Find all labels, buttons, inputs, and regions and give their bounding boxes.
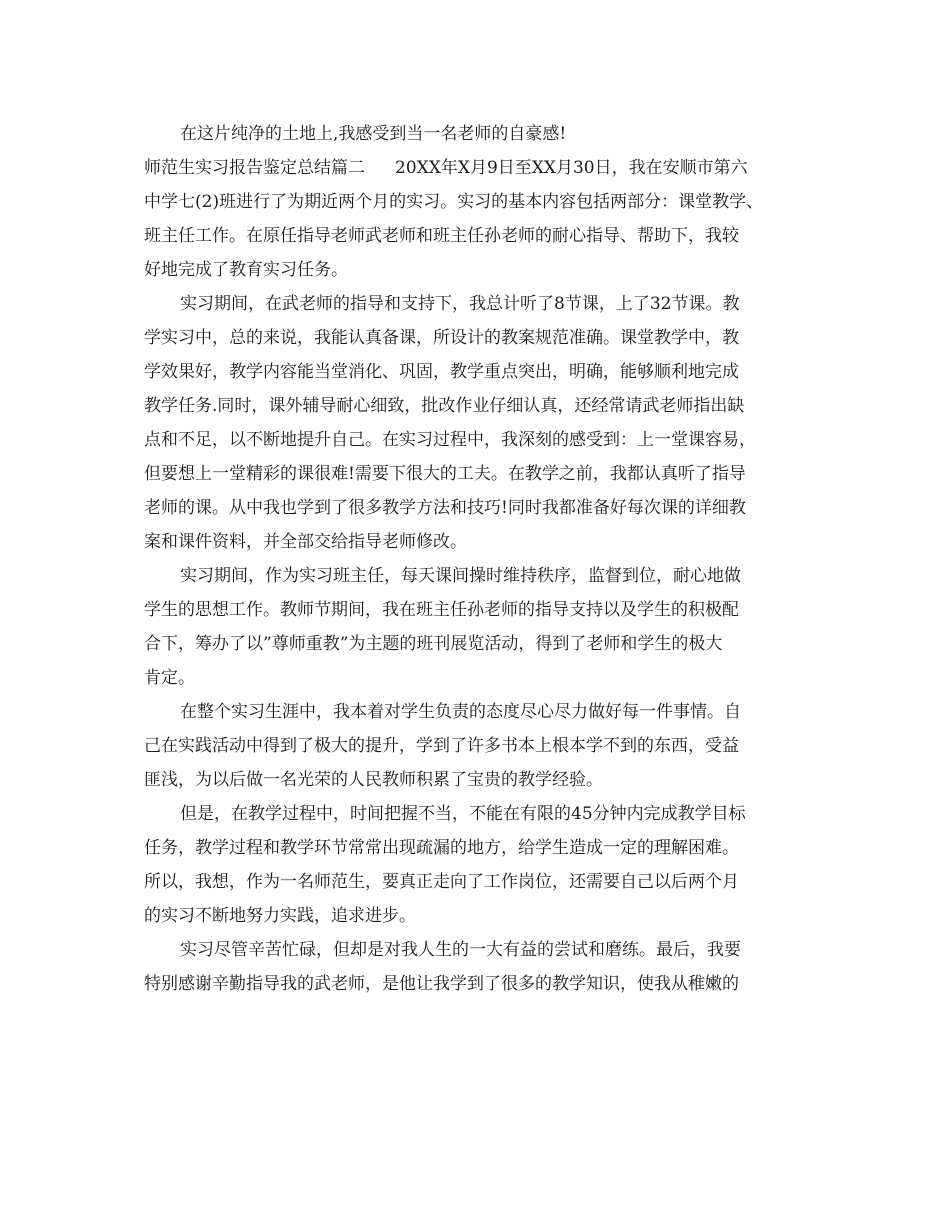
paragraph-2-line: 实习期间，在武老师的指导和支持下，我总计听了8节课，上了32节课。教 [180, 294, 740, 314]
paragraph-5-line: 但是，在教学过程中，时间把握不当，不能在有限的45分钟内完成教学目标 [180, 804, 746, 824]
paragraph-2-line: 老师的课。从中我也学到了很多教学方法和技巧!同时我都准备好每次课的详细教 [144, 498, 746, 518]
paragraph-2-line: 学效果好，教学内容能当堂消化、巩固，教学重点突出，明确，能够顺利地完成 [144, 362, 739, 382]
section-title-line [144, 151, 820, 185]
document-body [144, 117, 820, 1001]
intro-line: 在这片纯净的土地上,我感受到当一名老师的自豪感! [180, 124, 567, 144]
paragraph-5-line: 的实习不断地努力实践，追求进步。 [144, 906, 416, 926]
paragraph-5-line: 所以，我想，作为一名师范生，要真正走向了工作岗位，还需要自己以后两个月 [144, 872, 739, 892]
paragraph-6-line: 实习尽管辛苦忙碌，但却是对我人生的一大有益的尝试和磨练。最后，我要 [180, 940, 741, 960]
paragraph-4-line: 匪浅，为以后做一名光荣的人民教师积累了宝贵的教学经验。 [144, 770, 603, 790]
paragraph-4-line: 己在实践活动中得到了极大的提升，学到了许多书本上根本学不到的东西，受益 [144, 736, 739, 756]
section-title: 师范生实习报告鉴定总结篇二 [144, 158, 365, 178]
paragraph-3-line: 肯定。 [144, 668, 195, 688]
paragraph-3-line: 实习期间，作为实习班主任，每天课间操时维持秩序，监督到位，耐心地做 [180, 566, 741, 586]
paragraph-1-line: 班主任工作。在原任指导老师武老师和班主任孙老师的耐心指导、帮助下，我较 [144, 226, 739, 246]
paragraph-2-line: 点和不足，以不断地提升自己。在实习过程中，我深刻的感受到：上一堂课容易， [144, 430, 756, 450]
paragraph-3-line: 合下，筹办了以”尊师重教”为主题的班刊展览活动，得到了老师和学生的极大 [144, 634, 723, 654]
paragraph-6-line: 特别感谢辛勤指导我的武老师，是他让我学到了很多的教学知识，使我从稚嫩的 [144, 974, 739, 994]
paragraph-3-line: 学生的思想工作。教师节期间，我在班主任孙老师的指导支持以及学生的积极配 [144, 600, 739, 620]
paragraph-2-line: 案和课件资料，并全部交给指导老师修改。 [144, 532, 467, 552]
paragraph-4-line: 在整个实习生涯中，我本着对学生负责的态度尽心尽力做好每一件事情。自 [180, 702, 741, 722]
paragraph-1-line: 好地完成了教育实习任务。 [144, 260, 348, 280]
paragraph-1-line: 中学七(2)班进行了为期近两个月的实习。实习的基本内容包括两部分：课堂教学、 [144, 192, 764, 212]
section-title-continuation: 20XX年X月9日至XX月30日，我在安顺市第六 [395, 158, 748, 178]
paragraph-2-line: 学实习中，总的来说，我能认真备课，所设计的教案规范准确。课堂教学中，教 [144, 328, 739, 348]
paragraph-2-line: 教学任务.同时，课外辅导耐心细致，批改作业仔细认真，还经常请武老师指出缺 [144, 396, 745, 416]
paragraph-5-line: 任务，教学过程和教学环节常常出现疏漏的地方，给学生造成一定的理解困难。 [144, 838, 739, 858]
paragraph-2-line: 但要想上一堂精彩的课很难!需要下很大的工夫。在教学之前，我都认真听了指导 [144, 464, 746, 484]
